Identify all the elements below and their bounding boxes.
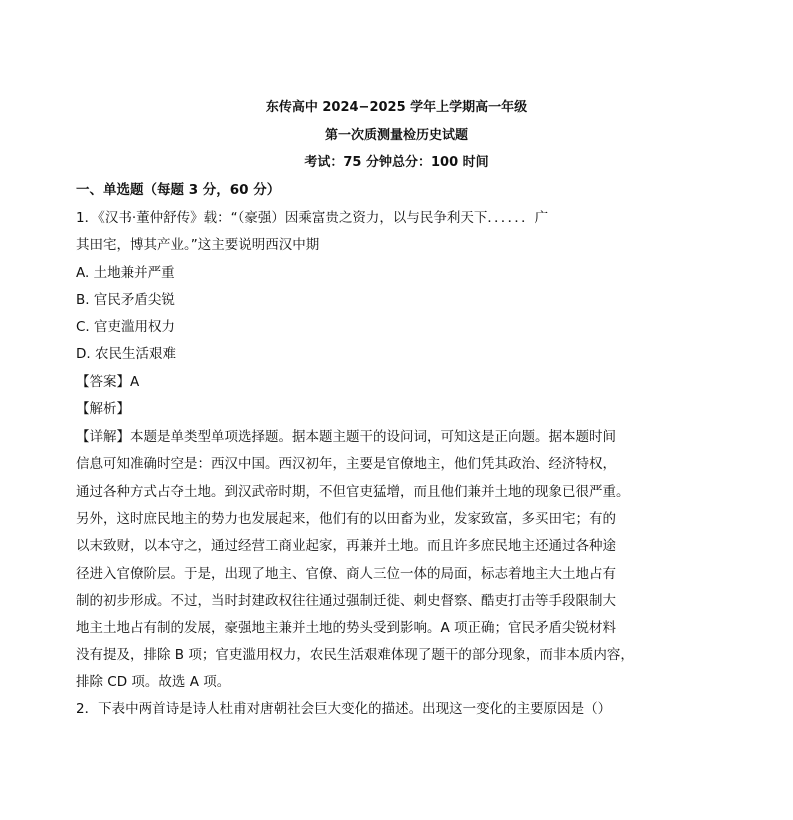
detail-line-2: 信息可知准确时空是：西汉中国。西汉初年，主要是官僚地主，他们凭其政治、经济特权， — [76, 456, 616, 472]
exam-title-school: 东传高中 2024−2025 学年上学期高一年级 — [265, 100, 528, 115]
detail-line-3: 通过各种方式占夺土地。到汉武帝时期，不但官吏猛增，而且他们兼并土地的现象已很严重。 — [76, 484, 630, 500]
option-c: C. 官吏滥用权力 — [76, 319, 176, 335]
question-1-stem-line-1: 1．《汉书·董仲舒传》载：“（豪强）因乘富贵之资力，以与民争利天下．．．．．．广 — [76, 210, 549, 226]
detail-line-9: 没有提及，排除 B 项；官吏滥用权力，农民生活艰难体现了题干的部分现象，而非本质内容， — [76, 647, 634, 663]
exam-title-subject: 第一次质测量检历史试题 — [324, 128, 468, 143]
option-b: B. 官民矛盾尖锐 — [76, 292, 175, 308]
detail-line-7: 制的初步形成。不过，当时封建政权往往通过强制迁徙、刺史督察、酷吏打击等手段限制大 — [76, 593, 616, 609]
detail-line-8: 地主土地占有制的发展，豪强地主兼并土地的势头受到影响。A 项正确；官民矛盾尖锐材料 — [76, 620, 617, 636]
analysis-label: 【解析】 — [76, 401, 130, 417]
detail-line-1: 【详解】本题是单类型单项选择题。据本题主题干的设问词，可知这是正向题。据本题时间 — [76, 429, 616, 445]
detail-line-5: 以末致财，以本守之，通过经营工商业起家，再兼并土地。而且许多庶民地主还通过各种途 — [76, 538, 616, 554]
answer-label: 【答案】A — [76, 374, 140, 390]
question-1-stem-line-2: 其田宅，博其产业。”这主要说明西汉中期 — [76, 237, 320, 253]
section-heading: 一、单选题（每题 3 分，60 分） — [76, 182, 281, 198]
detail-line-6: 径进入官僚阶层。于是，出现了地主、官僚、商人三位一体的局面，标志着地主大土地占有 — [76, 566, 616, 582]
option-a: A. 土地兼并严重 — [76, 265, 175, 281]
detail-line-4: 另外，这时庶民地主的势力也发展起来，他们有的以田畜为业，发家致富，多买田宅；有的 — [76, 511, 616, 527]
exam-info: 考试：75 分钟总分：100 时间 — [304, 155, 489, 170]
question-2-stem-line-1: 2．下表中两首诗是诗人杜甫对唐朝社会巨大变化的描述。出现这一变化的主要原因是（） — [76, 701, 612, 717]
detail-line-10: 排除 CD 项。故选 A 项。 — [76, 674, 231, 690]
option-d: D. 农民生活艰难 — [76, 346, 176, 362]
